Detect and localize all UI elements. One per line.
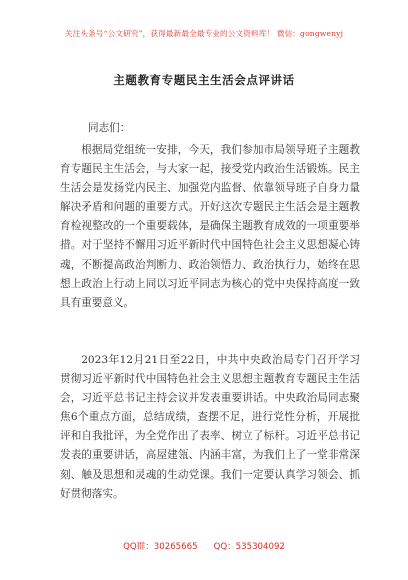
footer-qq-group: QQ群：30265665 bbox=[123, 542, 198, 552]
paragraph-1: 根据局党组统一安排，今天，我们参加市局领导班子主题教育专题民主生活会，与大家一起，接受党内政治生活锻炼。民主生活会是发扬党内民主、加强党内监督、依靠领导班子自身力量解决矛盾和问题的重要方式。开好这次专题民主生活会是主题教育检视整改的一个重要载体，是确保主题教育成效的一项重要举措。对于坚持不懈用习近平新时代中国特色社会主义思想凝心铸魂，不断提高政治判断力、政治领悟力、政治执行力，始终在思想上政治上行动上同以习近平同志为核心的党中央保持高度一致具有重要意义。 bbox=[60, 144, 360, 309]
footer-qq-number: QQ：535304092 bbox=[213, 542, 285, 552]
paragraph-2: 2023年12月21日至22日，中共中央政治局专门召开学习贯彻习近平新时代中国特色社会主义思想主题教育专题民主生活会，习近平总书记主持会议并发表重要讲话。中央政治局同志聚焦6个重点方面，总结成绩，查摆不足，进行党性分析，开展批评和自我批评，为全党作出了表率、树立了标杆。习近平总书记发表的重要讲话，高屋建瓴、内涵丰富，为我们上了一堂非常深刻、触及思想和灵魂的生动党课。我们一定要认真学习领会、抓好贯彻落实。 bbox=[60, 354, 360, 500]
footer-contact bbox=[0, 540, 408, 552]
salutation: 同志们： bbox=[88, 122, 131, 134]
document-title: 主题教育专题民主生活会点评讲话 bbox=[113, 73, 295, 87]
header-banner: 关注头条号“公文研究”，获得最新最全最专业的公文资料库！ 微信：gongwenyj bbox=[64, 29, 344, 38]
